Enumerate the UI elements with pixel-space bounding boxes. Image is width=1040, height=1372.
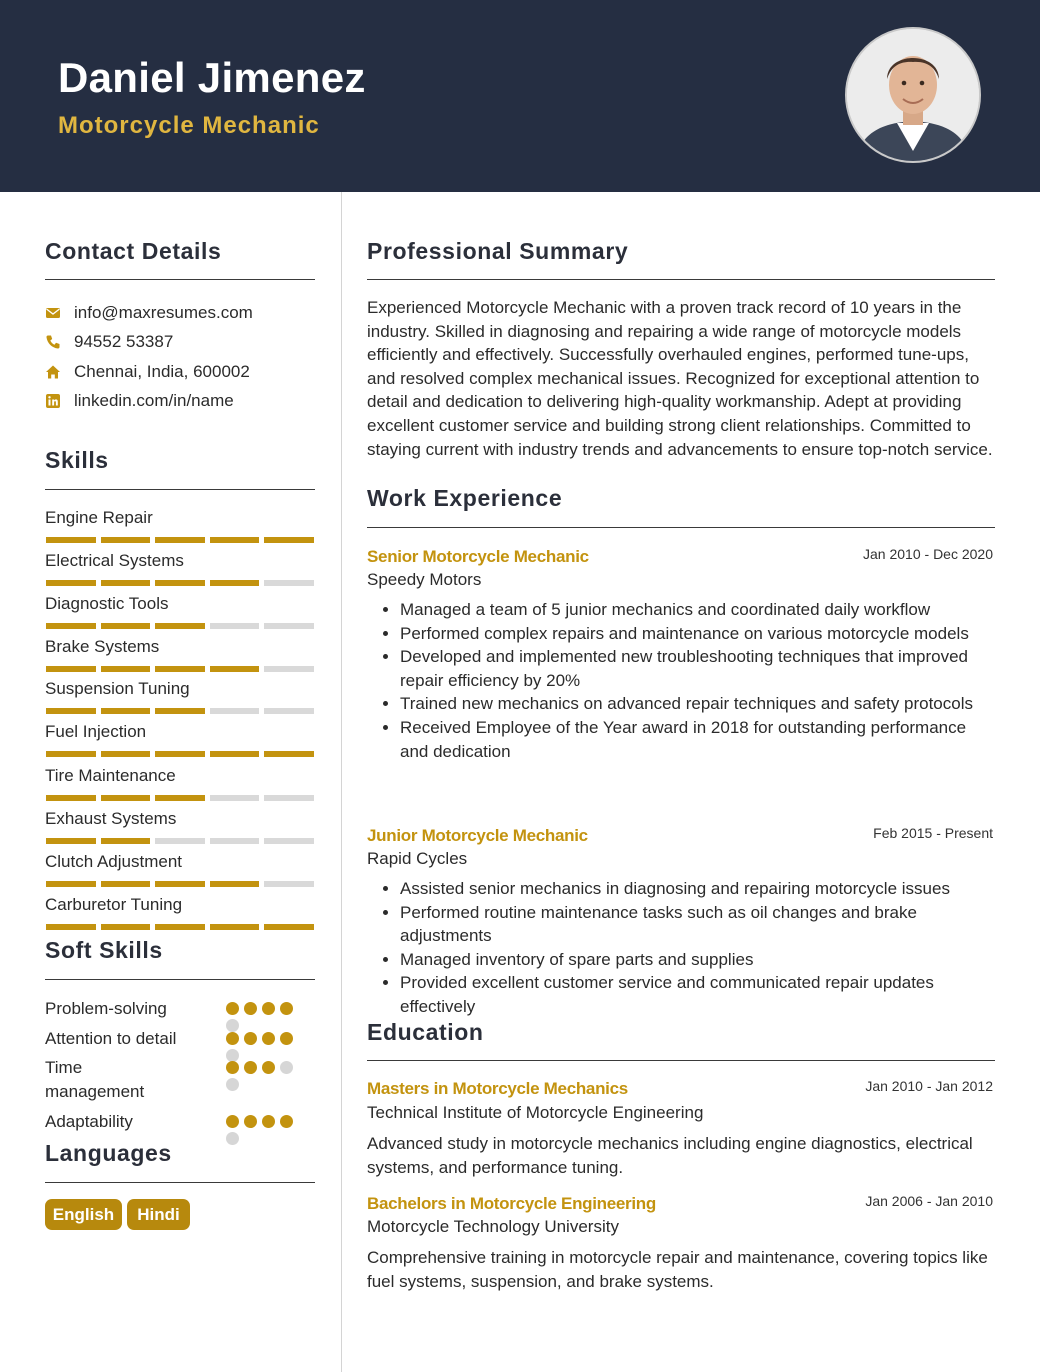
skill-level-segment xyxy=(101,666,151,672)
skill-level-segment xyxy=(46,666,96,672)
profile-photo xyxy=(845,27,981,163)
skill-level-bar xyxy=(46,666,314,672)
rating-dot xyxy=(262,1032,275,1045)
job-bullet: • Trained new mechanics on advanced repair techniques and safety protocols xyxy=(400,692,997,716)
skill-level-segment xyxy=(210,881,260,887)
soft-skill-rating xyxy=(226,1061,306,1101)
language-badge: English xyxy=(45,1199,122,1230)
skill-level-bar xyxy=(46,708,314,714)
job-bullet: • Performed routine maintenance tasks such as oil changes and brake adjustments xyxy=(400,901,997,948)
rating-dot xyxy=(226,1019,239,1032)
job-bullet: • Assisted senior mechanics in diagnosing and repairing motorcycle issues xyxy=(400,877,997,901)
rating-dot xyxy=(244,1061,257,1074)
rating-dot xyxy=(280,1002,293,1015)
contact-section-rule xyxy=(45,279,315,280)
skill-level-segment xyxy=(210,708,260,714)
skill-level-segment xyxy=(264,751,314,757)
skill-level-segment xyxy=(155,666,205,672)
education-description: Comprehensive training in motorcycle repair and maintenance, covering topics like fuel systems, suspension, and brake systems. xyxy=(367,1248,988,1291)
skill-name: Exhaust Systems xyxy=(45,809,177,828)
skill-name: Electrical Systems xyxy=(45,551,184,570)
skill-level-segment xyxy=(264,924,314,930)
job-title: Junior Motorcycle Mechanic xyxy=(367,826,588,845)
skill-level-segment xyxy=(46,751,96,757)
education-school: Motorcycle Technology University xyxy=(367,1217,619,1236)
linkedin-icon xyxy=(45,393,61,409)
education-description: Advanced study in motorcycle mechanics including engine diagnostics, electrical systems, and performance tuning. xyxy=(367,1134,973,1177)
job-bullet: • Developed and implemented new troubleshooting techniques that improved repair efficiency by 20% xyxy=(400,645,997,692)
skill-level-segment xyxy=(155,795,205,801)
skill-level-segment xyxy=(264,838,314,844)
rating-dot xyxy=(226,1002,239,1015)
job-bullets xyxy=(367,877,997,1019)
job-bullet: • Performed complex repairs and maintenance on various motorcycle models xyxy=(400,622,997,646)
education-section-title: Education xyxy=(367,1019,484,1045)
contact-email-text: info@maxresumes.com xyxy=(74,303,253,322)
candidate-name: Daniel Jimenez xyxy=(58,54,366,101)
contact-phone[interactable] xyxy=(45,330,173,354)
skill-level-bar xyxy=(46,924,314,930)
skill-name: Fuel Injection xyxy=(45,722,147,741)
job-dates: Feb 2015 - Present xyxy=(873,825,993,841)
skill-level-segment xyxy=(210,838,260,844)
education-section-rule xyxy=(367,1060,995,1061)
skill-level-segment xyxy=(264,708,314,714)
contact-address-text: Chennai, India, 600002 xyxy=(74,362,250,381)
skill-level-segment xyxy=(264,795,314,801)
soft-skill-rating xyxy=(226,1115,306,1155)
skill-level-segment xyxy=(155,881,205,887)
job-company: Rapid Cycles xyxy=(367,849,468,868)
job-bullets xyxy=(367,598,997,763)
summary-section-rule xyxy=(367,279,995,280)
skill-level-segment xyxy=(46,580,96,586)
rating-dot xyxy=(226,1132,239,1145)
soft-skills-section-title: Soft Skills xyxy=(45,937,163,963)
education-dates: Jan 2006 - Jan 2010 xyxy=(865,1193,993,1209)
rating-dot xyxy=(244,1115,257,1128)
skill-level-bar xyxy=(46,795,314,801)
contact-address xyxy=(45,360,250,384)
soft-skill-name: Problem-solving xyxy=(45,999,167,1018)
skill-level-segment xyxy=(155,924,205,930)
skill-level-segment xyxy=(210,623,260,629)
skill-level-segment xyxy=(101,751,151,757)
skill-name: Tire Maintenance xyxy=(45,766,176,785)
education-degree: Bachelors in Motorcycle Engineering xyxy=(367,1194,656,1213)
skill-level-segment xyxy=(101,881,151,887)
column-divider xyxy=(341,192,342,1372)
rating-dot xyxy=(226,1078,239,1091)
soft-skill-name: Time management xyxy=(45,1058,145,1101)
languages-section-rule xyxy=(45,1182,315,1183)
skill-level-segment xyxy=(155,623,205,629)
skill-level-bar xyxy=(46,537,314,543)
job-bullet: • Managed a team of 5 junior mechanics and coordinated daily workflow xyxy=(400,598,997,622)
skill-level-segment xyxy=(46,924,96,930)
contact-section-title: Contact Details xyxy=(45,238,222,264)
candidate-role: Motorcycle Mechanic xyxy=(58,112,320,139)
rating-dot xyxy=(280,1032,293,1045)
education-degree: Masters in Motorcycle Mechanics xyxy=(367,1079,628,1098)
summary-section-title: Professional Summary xyxy=(367,238,629,264)
envelope-icon xyxy=(45,305,61,321)
skill-level-segment xyxy=(264,580,314,586)
skill-level-segment xyxy=(46,623,96,629)
skill-level-segment xyxy=(155,751,205,757)
skill-level-segment xyxy=(101,838,151,844)
skill-level-segment xyxy=(101,795,151,801)
skill-level-segment xyxy=(264,623,314,629)
skill-level-segment xyxy=(210,795,260,801)
rating-dot xyxy=(262,1061,275,1074)
home-icon xyxy=(45,364,61,380)
skill-level-segment xyxy=(210,580,260,586)
rating-dot xyxy=(226,1032,239,1045)
skill-name: Engine Repair xyxy=(45,508,153,527)
skill-level-segment xyxy=(155,537,205,543)
education-dates: Jan 2010 - Jan 2012 xyxy=(865,1078,993,1094)
skill-name: Suspension Tuning xyxy=(45,679,190,698)
skill-level-segment xyxy=(210,537,260,543)
education-school: Technical Institute of Motorcycle Engineering xyxy=(367,1103,704,1122)
skill-level-segment xyxy=(210,751,260,757)
skills-section-rule xyxy=(45,489,315,490)
skill-level-segment xyxy=(46,708,96,714)
job-bullet: • Managed inventory of spare parts and supplies xyxy=(400,948,997,972)
skill-level-bar xyxy=(46,623,314,629)
skill-level-bar xyxy=(46,751,314,757)
rating-dot xyxy=(244,1032,257,1045)
job-bullet: • Received Employee of the Year award in 2018 for outstanding performance and dedication xyxy=(400,716,997,763)
language-badge: Hindi xyxy=(127,1199,190,1230)
profile-photo-illustration xyxy=(847,29,979,161)
skill-level-segment xyxy=(46,881,96,887)
summary-text: Experienced Motorcycle Mechanic with a proven track record of 10 years in the industry. Skilled in diagnosing and repairing a wide range of motorcycle models efficiently and effectively. Successfully overhauled engines, performed tune-ups, and resolved complex mechanical issues. Recognized for exceptional attention to detail and dedication to delivering high-quality workmanship. Adept at providing excellent customer service and building strong client relationships. Committed to staying current with industry trends and advancements to ensure top-notch service. xyxy=(367,298,993,459)
contact-linkedin-text: linkedin.com/in/name xyxy=(74,391,234,410)
rating-dot xyxy=(262,1115,275,1128)
resume-header xyxy=(0,0,1040,192)
contact-email[interactable] xyxy=(45,301,253,325)
rating-dot xyxy=(226,1115,239,1128)
skills-section-title: Skills xyxy=(45,447,109,473)
skill-level-bar xyxy=(46,580,314,586)
skill-level-segment xyxy=(264,881,314,887)
job-title: Senior Motorcycle Mechanic xyxy=(367,547,589,566)
soft-skills-section-rule xyxy=(45,979,315,980)
skill-level-segment xyxy=(46,838,96,844)
skill-level-segment xyxy=(46,537,96,543)
skill-level-bar xyxy=(46,881,314,887)
contact-phone-text: 94552 53387 xyxy=(74,332,174,351)
job-company: Speedy Motors xyxy=(367,570,482,589)
rating-dot xyxy=(280,1061,293,1074)
skill-name: Brake Systems xyxy=(45,637,160,656)
skill-level-segment xyxy=(155,580,205,586)
skill-name: Diagnostic Tools xyxy=(45,594,169,613)
skill-level-segment xyxy=(101,537,151,543)
skill-level-segment xyxy=(155,838,205,844)
languages-section-title: Languages xyxy=(45,1140,172,1166)
skill-name: Carburetor Tuning xyxy=(45,895,183,914)
skill-level-segment xyxy=(101,623,151,629)
rating-dot xyxy=(244,1002,257,1015)
job-bullet: • Provided excellent customer service and communicated repair updates effectively xyxy=(400,971,997,1018)
rating-dot xyxy=(226,1061,239,1074)
skill-level-segment xyxy=(101,580,151,586)
skill-level-segment xyxy=(264,537,314,543)
phone-icon xyxy=(45,334,61,350)
skill-level-segment xyxy=(210,924,260,930)
soft-skill-name: Attention to detail xyxy=(45,1029,177,1048)
skill-level-segment xyxy=(155,708,205,714)
experience-section-rule xyxy=(367,527,995,528)
rating-dot xyxy=(262,1002,275,1015)
skill-level-segment xyxy=(101,708,151,714)
skill-level-segment xyxy=(46,795,96,801)
skill-level-segment xyxy=(264,666,314,672)
soft-skill-name: Adaptability xyxy=(45,1112,133,1131)
skill-level-bar xyxy=(46,838,314,844)
skill-level-segment xyxy=(210,666,260,672)
rating-dot xyxy=(280,1115,293,1128)
job-dates: Jan 2010 - Dec 2020 xyxy=(863,546,993,562)
skill-name: Clutch Adjustment xyxy=(45,852,183,871)
experience-section-title: Work Experience xyxy=(367,485,563,511)
contact-linkedin[interactable] xyxy=(45,389,234,413)
skill-level-segment xyxy=(101,924,151,930)
